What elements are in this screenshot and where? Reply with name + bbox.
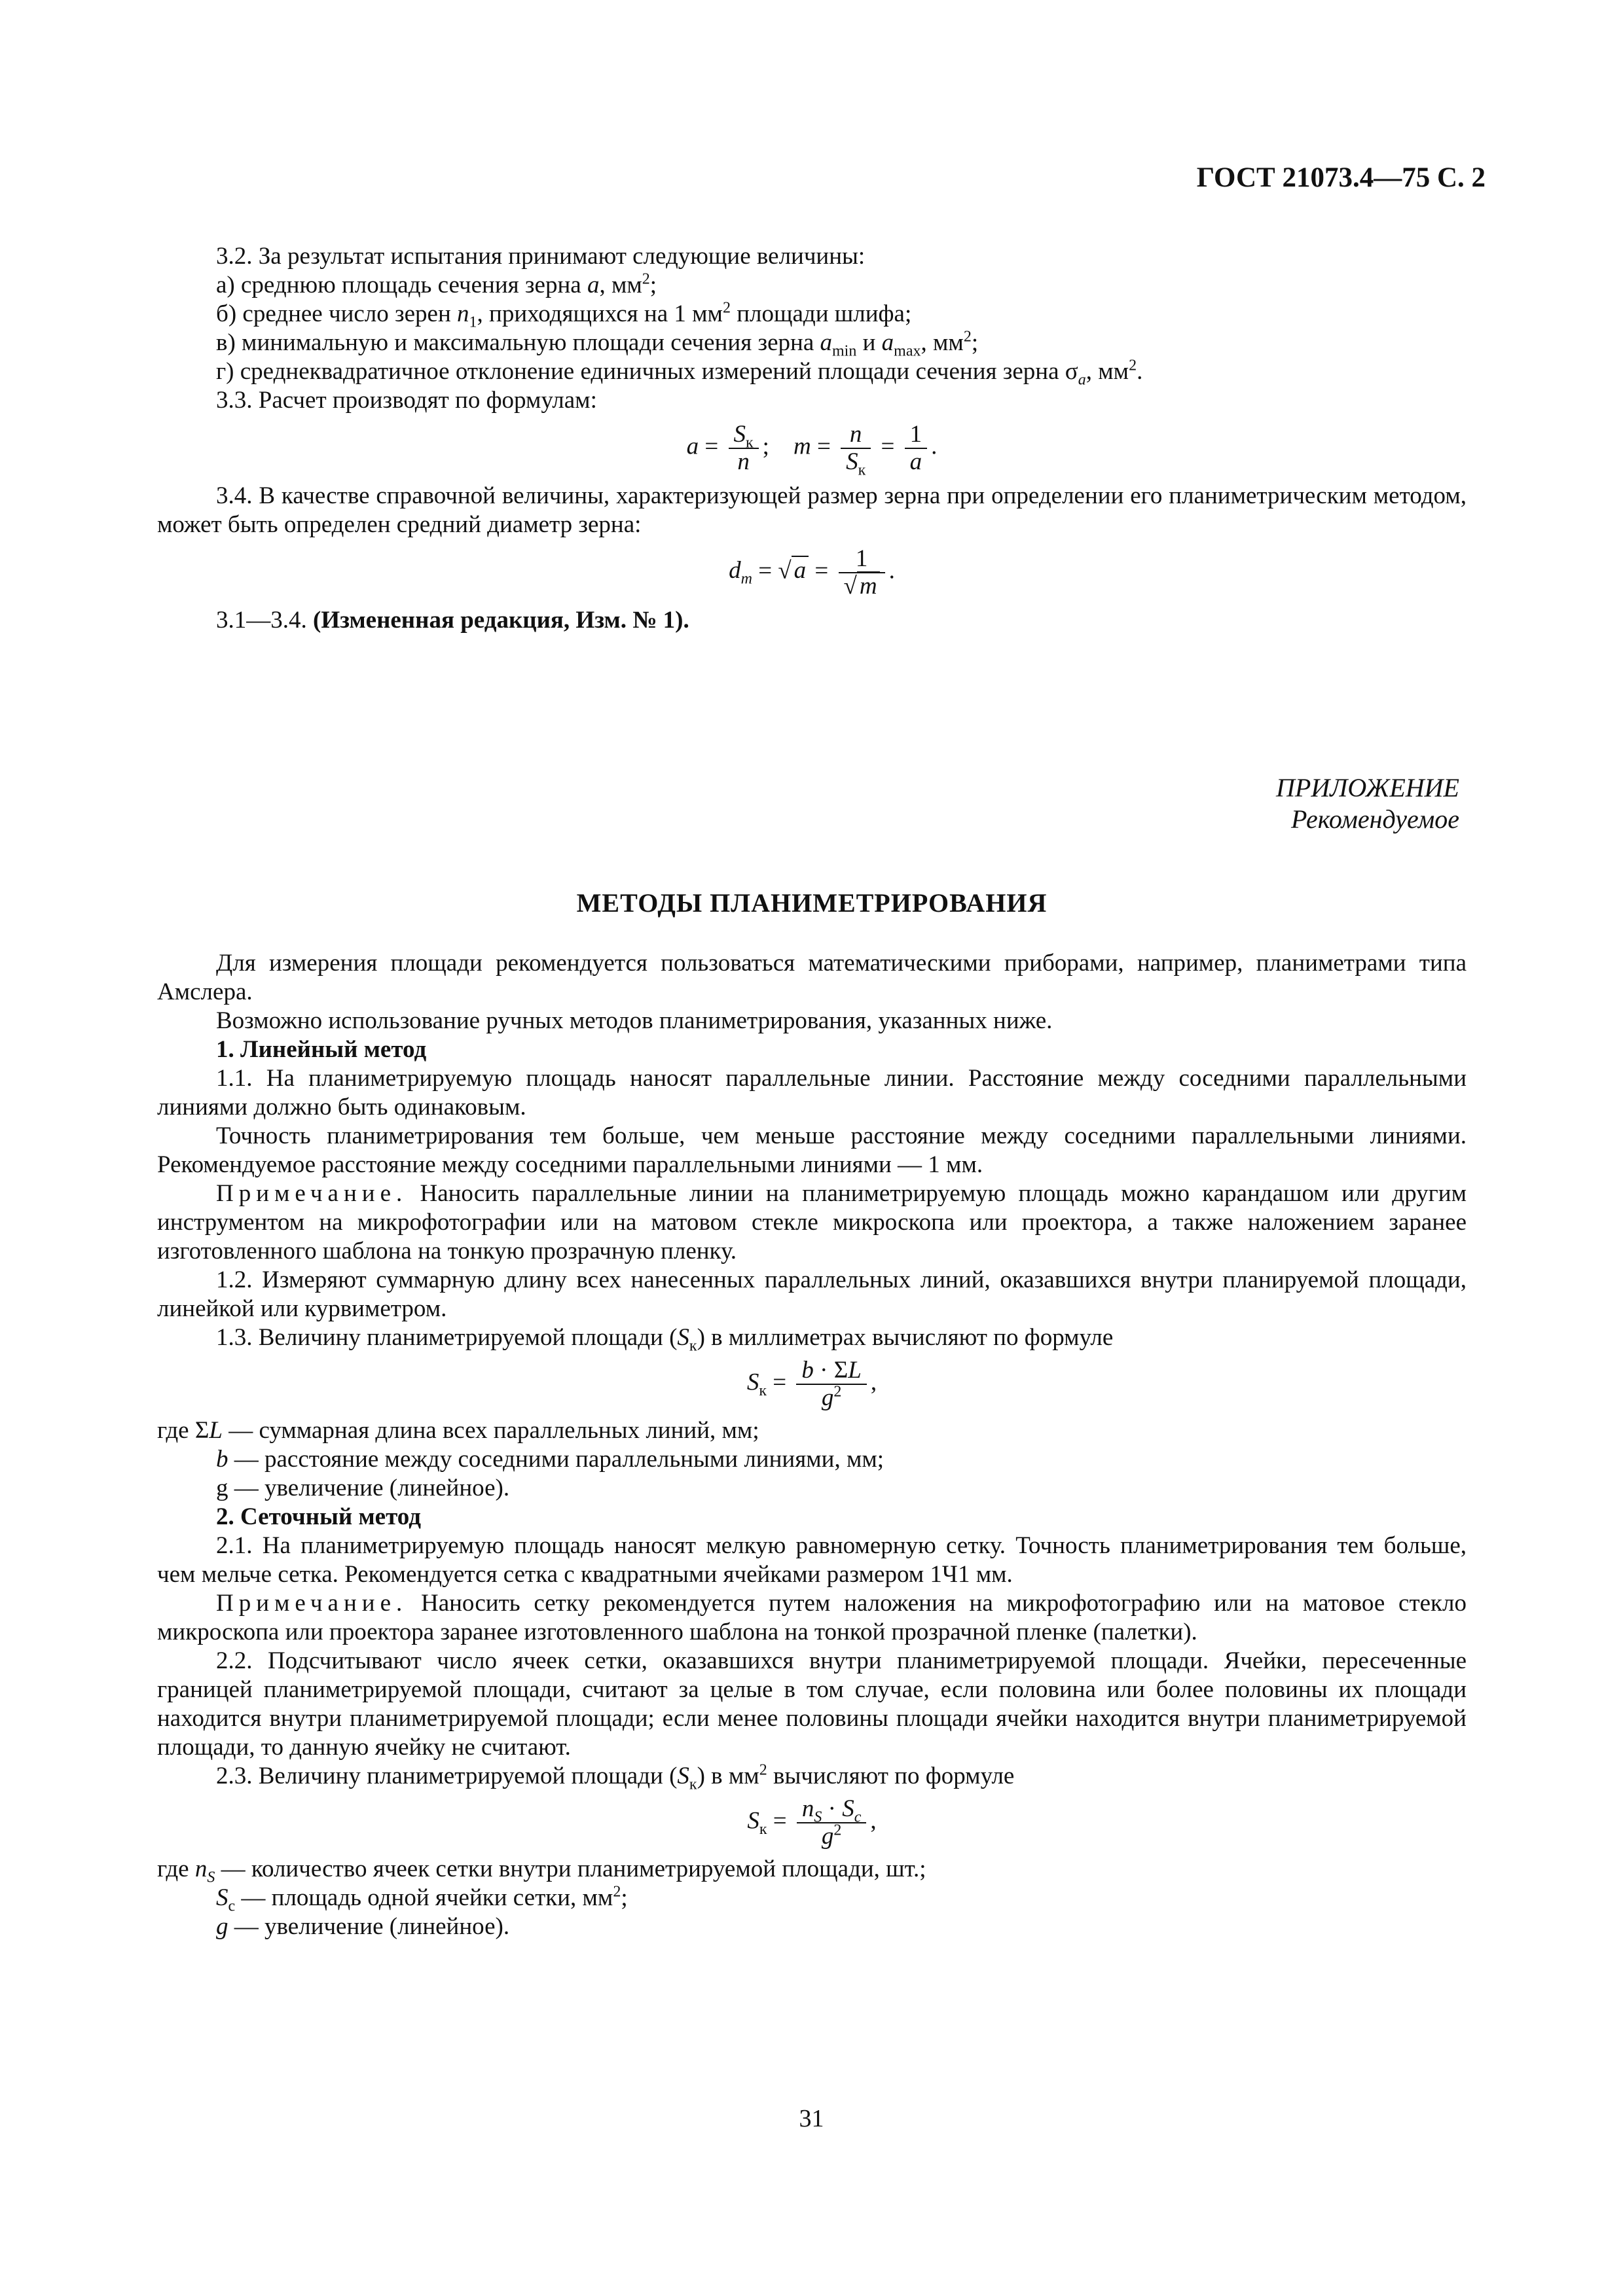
para-1-3: 1.3. Величину планиметрируемой площади $(S_к)$ в миллиметрах вычисляют по формуле [216,1324,1114,1355]
para-1-2: 1.2. Измеряют суммарную длину всех нанесенных параллельных линий, оказавшихся внутри планируемой площади, линейкой или курвиметром. [157,1266,1467,1322]
page-number: 31 [799,2105,824,2132]
item-g: г) среднеквадратичное отклонение единичных измерений площади сечения зерна $\sigma_a$, $мм^2$. [216,357,1143,389]
para-2-3: 2.3. Величину планиметрируемой площади $(S_к)$ в $мм^2$ вычисляют по формуле [216,1761,1015,1793]
para-3-2: 3.2. За результат испытания принимают следующие величины: [216,243,866,270]
formula-sk-grid: $S_к$ = $\frac{n_S \cdot S_c}{g^2}$ , [747,1795,877,1850]
where-list-2 [157,1855,1467,1941]
where-2-line-1: где $n_S$ — количество ячеек сетки внутри планиметрируемой площади, шт.; [157,1856,926,1886]
para-3-4: 3.4. В качестве справочной величины, характеризующей размер зерна при определении его планиметрическим методом, может быть определен средний диаметр зерна: [157,482,1467,538]
item-b: б) среднее число зерен $n_1$, приходящихся на 1 $мм^2$ площади шлифа; [216,299,912,331]
where-list-1 [157,1416,1467,1503]
item-a: а) среднюю площадь сечения зерна a, $мм^2$; [216,270,657,298]
para-intro: Для измерения площади рекомендуется пользоваться математическими приборами, например, планиметрами типа Амслера. [157,950,1467,1005]
para-2-2: 2.2. Подсчитывают число ячеек сетки, оказавшихся внутри планиметрируемой площади. Ячейки, пересеченные границей планиметрируемой площади, считают за целые в том случае, если половина или более половины их площади находится внутри планиметрируемой площади; если менее половины площади ячейки находится внутри планиметрируемой площади, то данную ячейку не считают. [157,1647,1467,1761]
where-1-line-3: g — увеличение (линейное). [216,1475,510,1501]
heading-grid: 2. Сеточный метод [216,1503,421,1530]
para-2-1: 2.1. На планиметрируемую площадь наносят мелкую равномерную сетку. Точность планиметрирования тем больше, чем мельче сетка. Рекомендуется сетка с квадратными ячейками размером 1Ч1 мм. [157,1532,1467,1588]
appendix-body [157,949,1467,1941]
para-3-3: 3.3. Расчет производят по формулам: [216,387,597,414]
heading-linear: 1. Линейный метод [216,1036,427,1063]
item-v: в) минимальную и максимальную площади сечения зерна $a_{min}$ и $a_{max}$, $мм^2$; [216,328,979,360]
para-1-1b: Точность планиметрирования тем больше, чем меньше расстояние между соседними параллельными линиями. Рекомендуемое расстояние между соседними параллельными линиями — 1 мм. [157,1122,1467,1178]
para-3-1-3-4: 3.1—3.4. (Измененная редакция, Изм. № 1). [216,607,689,634]
formula-sk-linear: $S_к$ = $\frac{b \cdot \Sigma L}{g^2}$ , [746,1357,877,1411]
appendix-title: ПРИЛОЖЕНИЕ [1276,773,1459,802]
where-2-line-3: g — увеличение (линейное). [216,1913,510,1940]
formula-dm: $d_m$ = √ a = $\frac{1}{√ m}$ . [729,545,895,600]
note-1: Примечание. Наносить параллельные линии на планиметрируемую площадь можно карандашом или другим инструментом на микрофотографии или на матовом стекле микроскопа или проектора, а также наложением заранее изготовленного шаблона на тонкую прозрачную пленку. [157,1180,1467,1265]
note-2: Примечание. Наносить сетку рекомендуется путем наложения на микрофотографию или на матовое стекло микроскопа или проектора заранее изготовленного шаблона на тонкой прозрачной пленке (палетки). [157,1590,1467,1645]
appendix-label [1276,772,1459,835]
where-1-line-1: где ΣL — суммарная длина всех параллельных линий, мм; [157,1417,759,1444]
formula-a-m: a = $\frac{S_к}{n}$ ; m = $\frac{n}{S_к}$ = $\frac{1}{a}$ . [686,421,938,479]
section-title: МЕТОДЫ ПЛАНИМЕТРИРОВАНИЯ [576,888,1048,918]
section-3-block [157,242,1467,635]
where-2-line-2: $S_c$ — площадь одной ячейки сетки, $мм^2$; [216,1883,628,1915]
where-1-line-2: b — расстояние между соседними параллельными линиями, мм; [216,1446,884,1473]
appendix-status: Рекомендуемое [1290,804,1459,834]
para-1-1: 1.1. На планиметрируемую площадь наносят параллельные линии. Расстояние между соседними параллельными линиями должно быть одинаковым. [157,1065,1467,1121]
para-manual: Возможно использование ручных методов планиметрирования, указанных ниже. [216,1007,1053,1034]
document-header: ГОСТ 21073.4—75 С. 2 [1196,162,1486,193]
